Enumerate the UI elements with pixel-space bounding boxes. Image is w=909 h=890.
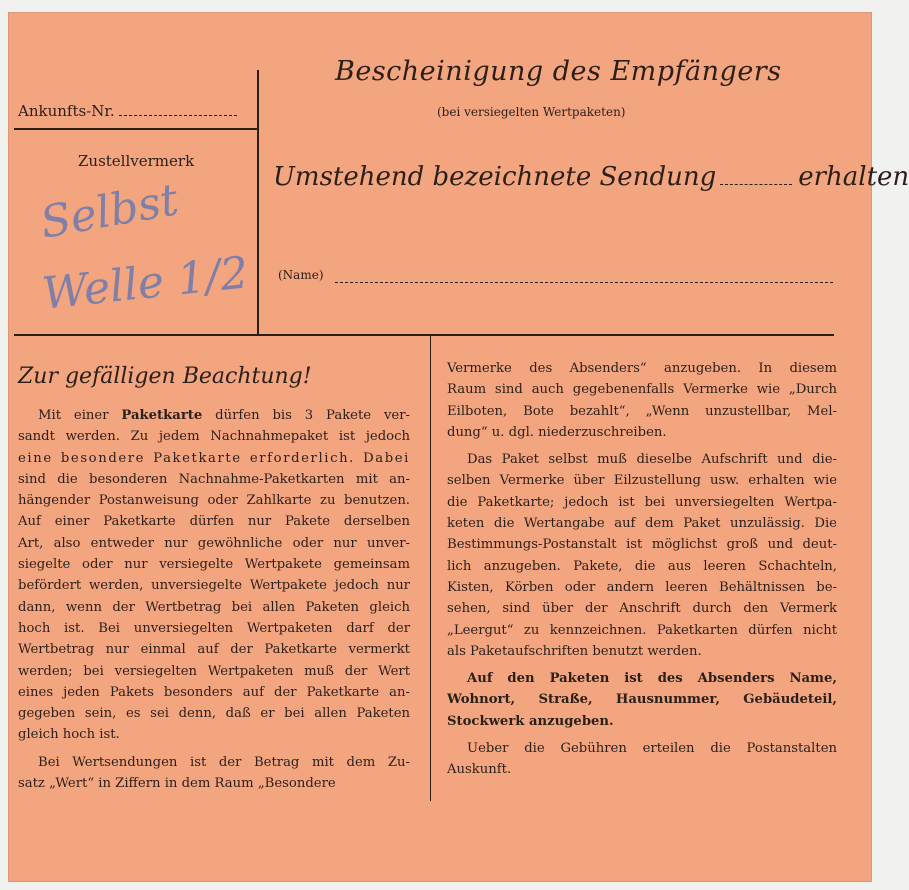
notice-right-line: die Paketkarte; jedoch ist bei unversiegelten Wertpa- [447,494,837,510]
receipt-statement: Umstehend bezeichnete Sendung erhalten [273,162,909,192]
handwritten-delivery-note [22,174,260,338]
notice-left-line: hoch ist. Bei unversiegelten Wertpaketen darf der [18,620,410,636]
notice-right-line: Auf den Paketen ist des Absenders Name, [467,671,837,687]
notice-right-line: sehen, sind über der Anschrift durch den Vermerk [447,601,837,617]
notice-right-line: Vermerke des Absenders“ anzugeben. In diesem [447,361,837,376]
page-subtitle: (bei versiegelten Wertpaketen) [437,105,626,119]
notice-right-line: keten die Wertangabe auf dem Paket unzulässig. Die [447,516,837,532]
notice-right-line: lich anzugeben. Pakete, die aus leeren Schachteln, [447,558,837,574]
notice-right-line: Auskunft. [447,762,512,778]
vertical-divider-bottom [430,336,431,801]
arrival-number-field [119,115,237,116]
notice-left-line: Auf einer Paketkarte dürfen nur Pakete derselben [18,514,410,530]
notice-left-line: eines jeden Pakets besonders auf der Paketkarte an- [18,684,410,700]
notice-right-line: „Leergut“ zu kennzeichnen. Paketkarten dürfen nicht [447,622,837,638]
notice-left-line: befördert werden, unversiegelte Wertpakete jedoch nur [18,578,410,594]
notice-left-line: Bei Wertsendungen ist der Betrag mit dem Zu- [38,754,410,770]
notice-left-line: gegeben sein, es sei denn, daß er bei allen Paketen [18,706,410,722]
name-field [335,282,833,283]
notice-left-line: werden; bei versiegelten Wertpaketen muß der Wert [18,663,410,679]
notice-right-line: Kisten, Körben oder andern leeren Behältnissen be- [447,579,837,595]
notice-right-line: als Paketaufschriften benutzt werden. [447,643,702,659]
notice-left-line: satz „Wert“ in Ziffern in dem Raum „Besondere [18,776,336,792]
notice-left-line: Wertbetrag nur einmal auf der Paketkarte vermerkt [18,642,410,658]
notice-left-line: Art, also entweder nur gewöhnliche oder nur unver- [18,535,410,551]
handwriting-line-1: Selbst [36,174,183,249]
notice-left-line: Mit einer Paketkarte dürfen bis 3 Pakete ver- [38,408,410,423]
handwriting-line-2: Welle 1/2 [39,247,251,320]
notice-left-line: gleich hoch ist. [18,727,120,743]
delivery-note-label: Zustellvermerk [78,152,195,170]
notice-right-line: Ueber die Gebühren erteilen die Postanstalten [467,741,837,757]
name-label: (Name) [278,268,324,282]
notice-left-line: sandt werden. Zu jedem Nachnahmepaket ist jedoch [18,429,410,445]
notice-left-line: sind die besonderen Nachnahme-Paketkarten mit an- [18,471,410,487]
notice-right-line: Wohnort, Straße, Hausnummer, Gebäudeteil, [447,692,837,708]
notice-left-line: dann, wenn der Wertbetrag bei allen Paketen gleich [18,599,410,615]
notice-right-line: Stockwerk anzugeben. [447,713,614,729]
notice-right-line: Raum sind auch gegebenenfalls Vermerke wie „Durch [447,382,837,398]
notice-right-line: Bestimmungs-Postanstalt ist möglichst groß und deut- [447,537,837,553]
notice-left-line: eine besondere Paketkarte erforderlich. Dabei [18,450,410,466]
notice-left-line: hängender Postanweisung oder Zahlkarte zu benutzen. [18,493,410,509]
notice-left-line: siegelte oder nur versiegelte Wertpakete gemeinsam [18,557,410,573]
page-title: Bescheinigung des Empfängers [335,56,782,87]
notice-right-line: dung“ u. dgl. niederzuschreiben. [447,424,667,440]
notice-right-line: Das Paket selbst muß dieselbe Aufschrift und die- [467,452,837,468]
arrival-number-label: Ankunfts-Nr. [18,102,237,120]
receipt-blank-field [720,184,792,185]
notice-right-line: selben Vermerke über Eilzustellung usw. erhalten wie [447,473,837,489]
notice-heading: Zur gefälligen Beachtung! [18,364,312,389]
notice-left-column [18,405,410,794]
arrival-rule [14,128,259,130]
notice-right-column [447,358,837,781]
notice-right-line: Eilboten, Bote bezahlt“, „Wenn unzustellbar, Mel- [447,403,837,419]
